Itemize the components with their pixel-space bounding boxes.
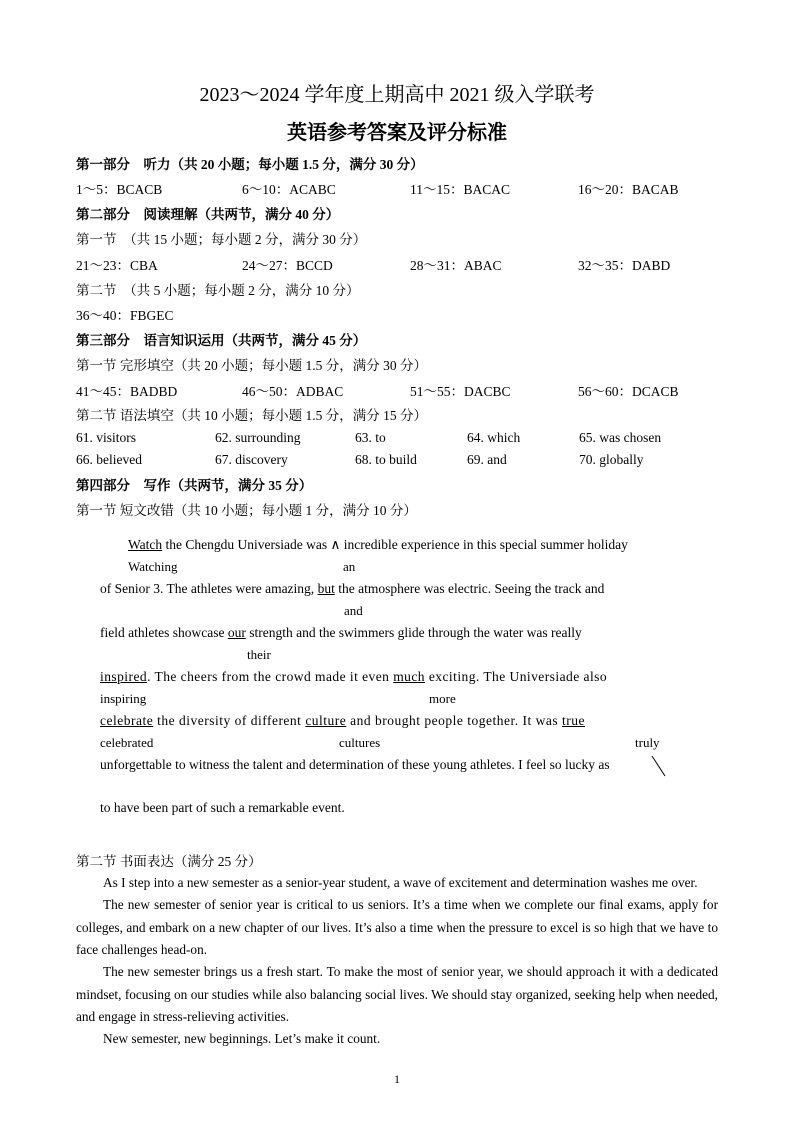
correction-word: and xyxy=(344,603,363,618)
deleted-word: as xyxy=(598,757,610,772)
passage-text: incredible experience in this special summer holiday xyxy=(340,537,628,552)
answer-group: 16～20：BACAB xyxy=(578,182,679,197)
passage-text: field athletes showcase xyxy=(100,625,228,640)
grammar-answer: 64. which xyxy=(467,430,521,445)
essay-text: As I step into a new semester as a senior-year student, a wave of excitement and determination washes me over. xyxy=(103,875,698,890)
correction-word: their xyxy=(247,647,271,662)
passage-text: the atmosphere was electric. Seeing the track and xyxy=(334,581,605,596)
answer-group: 41～45：BADBD xyxy=(76,384,178,399)
answer-group: 11～15：BACAC xyxy=(410,182,511,197)
insert-caret: ∧ xyxy=(330,537,341,552)
essay-text: The new semester brings us a fresh start. To make the most of senior year, we should approach it with a dedicated mindset, focusing on our studies while also balancing social lives. We should stay organized, seeking help when needed, and engage in stress-relieving activities. xyxy=(76,964,718,1024)
answer-group: 21～23：CBA xyxy=(76,258,158,273)
error-word: much xyxy=(393,669,426,684)
essay-text: New semester, new beginnings. Let’s make it count. xyxy=(103,1031,381,1046)
answer-group: 28～31：ABAC xyxy=(410,258,502,273)
error-word: Watch xyxy=(128,537,163,552)
part2-heading: 第二部分 阅读理解（共两节，满分 40 分） xyxy=(76,207,340,222)
part2-section2-heading: 第二节 （共 5 小题；每小题 2 分，满分 10 分） xyxy=(76,283,360,298)
correction-line: to have been part of such a remarkable event. xyxy=(100,800,345,815)
answer-group: 36～40：FBGEC xyxy=(76,308,174,323)
error-word: culture xyxy=(305,713,347,728)
correction-word: inspiring xyxy=(100,691,147,706)
essay-paragraph xyxy=(76,872,718,895)
part3-heading: 第三部分 语言知识运用（共两节，满分 45 分） xyxy=(76,333,367,348)
part3-section2-heading: 第二节 语法填空（共 10 小题；每小题 1.5 分，满分 15 分） xyxy=(76,408,427,423)
correction-word: cultures xyxy=(339,735,381,750)
passage-text: of Senior 3. The athletes were amazing, xyxy=(100,581,318,596)
correction-word: more xyxy=(429,691,456,706)
grammar-answer: 68. to build xyxy=(355,452,417,467)
part1-heading: 第一部分 听力（共 20 小题；每小题 1.5 分，满分 30 分） xyxy=(76,157,424,172)
passage-text: unforgettable to witness the talent and determination of these young athletes. I feel so lucky xyxy=(100,757,599,772)
passage-text: and brought people together. It was xyxy=(346,713,562,728)
answer-group: 1～5：BCACB xyxy=(76,182,163,197)
error-word: our xyxy=(227,625,246,640)
grammar-answer: 70. globally xyxy=(579,452,644,467)
correction-word: Watching xyxy=(128,559,178,574)
grammar-answer: 66. believed xyxy=(76,452,142,467)
essay-paragraph xyxy=(76,1028,718,1051)
answer-group: 46～50：ADBAC xyxy=(242,384,344,399)
essay-paragraph xyxy=(76,961,718,1029)
document-title: 2023～2024 学年度上期高中 2021 级入学联考 xyxy=(199,84,595,106)
correction-line xyxy=(100,713,585,729)
document-subtitle: 英语参考答案及评分标准 xyxy=(287,122,507,144)
error-word: but xyxy=(317,581,335,596)
correction-line xyxy=(100,757,610,773)
delete-mark-icon xyxy=(650,755,668,777)
error-word: celebrate xyxy=(100,713,154,728)
part3-section1-heading: 第一节 完形填空（共 20 小题；每小题 1.5 分，满分 30 分） xyxy=(76,358,427,373)
part4-section1-heading: 第一节 短文改错（共 10 小题；每小题 1 分，满分 10 分） xyxy=(76,503,417,518)
essay-paragraph xyxy=(76,894,718,962)
passage-text: the diversity of different xyxy=(153,713,306,728)
passage-text: strength and the swimmers glide through the water was really xyxy=(245,625,582,640)
part2-section1-heading: 第一节 （共 15 小题；每小题 2 分，满分 30 分） xyxy=(76,232,367,247)
passage-text: exciting. The Universiade also xyxy=(425,669,608,684)
error-word: inspired xyxy=(100,669,148,684)
correction-word: truly xyxy=(635,735,660,750)
correction-word: an xyxy=(343,559,356,574)
part4-heading: 第四部分 写作（共两节，满分 35 分） xyxy=(76,478,313,493)
grammar-answer: 65. was chosen xyxy=(579,430,662,445)
correction-line xyxy=(128,537,628,553)
answer-group: 51～55：DACBC xyxy=(410,384,511,399)
answer-group: 32～35：DABD xyxy=(578,258,671,273)
grammar-answer: 67. discovery xyxy=(215,452,288,467)
page-number: 1 xyxy=(394,1072,400,1086)
passage-text: the Chengdu Universiade was xyxy=(162,537,331,552)
correction-line xyxy=(100,625,582,641)
part4-section2-heading: 第二节 书面表达（满分 25 分） xyxy=(76,854,262,869)
correction-line xyxy=(100,581,604,597)
grammar-answer: 62. surrounding xyxy=(215,430,301,445)
essay-text: The new semester of senior year is critical to us seniors. It’s a time when we complete our final exams, apply for colleges, and embark on a new chapter of our lives. It’s also a time when the pressure to excel is so high that we have to face challenges head-on. xyxy=(76,897,718,957)
error-word: true xyxy=(562,713,585,728)
grammar-answer: 61. visitors xyxy=(76,430,137,445)
grammar-answer: 69. and xyxy=(467,452,507,467)
correction-line xyxy=(100,669,663,685)
answer-group: 24～27：BCCD xyxy=(242,258,333,273)
correction-word: celebrated xyxy=(100,735,154,750)
answer-group: 56～60：DCACB xyxy=(578,384,679,399)
answer-group: 6～10：ACABC xyxy=(242,182,336,197)
grammar-answer: 63. to xyxy=(355,430,386,445)
passage-text: . The cheers from the crowd made it even xyxy=(147,669,394,684)
